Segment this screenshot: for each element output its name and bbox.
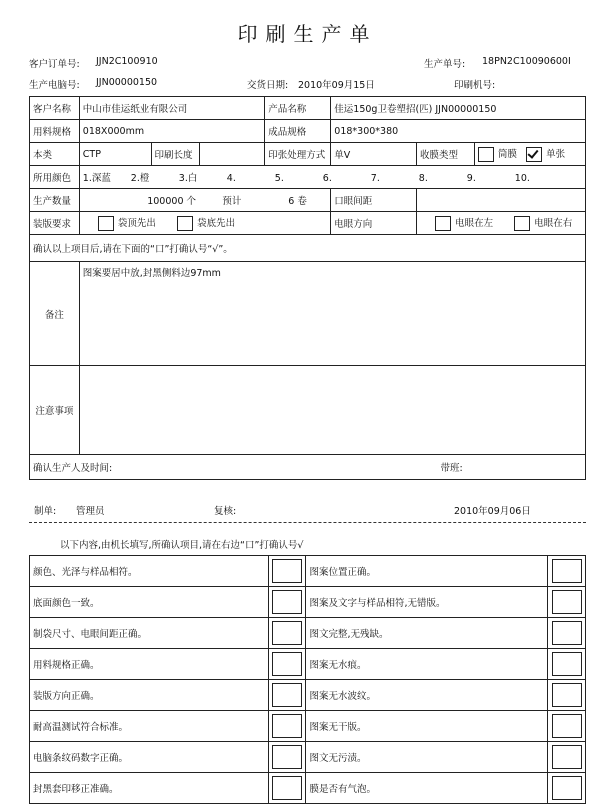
production-form-table [29, 96, 586, 480]
prod-phone-value: JJN00000150 [96, 77, 158, 88]
surface-label: 印张处理方式 [265, 143, 331, 166]
confirm-text: 确认以上项目后,请在下面的“口”打确认号“√”。 [30, 235, 586, 262]
checklist-item: 图案无水痕。 [306, 649, 548, 680]
confirm-checkbox[interactable] [272, 559, 302, 583]
print-length-value [199, 143, 265, 166]
eye-opt2-checkbox[interactable] [514, 216, 530, 231]
remarks-value: 图案要居中放,封黑侧料边97mm [79, 262, 585, 366]
color-item: 8. [418, 173, 428, 184]
estimate-value: 6 卷 [265, 189, 331, 212]
print-length-label: 印刷长度 [151, 143, 199, 166]
checklist-item: 膜是否有气泡。 [306, 773, 548, 804]
confirm-checkbox[interactable] [272, 776, 302, 800]
checklist-item: 装版方向正确。 [30, 680, 269, 711]
notes-label: 注意事项 [30, 366, 80, 455]
confirm-checkbox[interactable] [552, 621, 582, 645]
qty-label: 生产数量 [30, 189, 80, 212]
cut-line-divider [29, 522, 586, 523]
pack-opt2-label: 袋底先出 [197, 218, 236, 229]
checklist-item: 电脑条纹码数字正确。 [30, 742, 269, 773]
checklist-item: 图案及文字与样品相符,无错版。 [306, 587, 548, 618]
production-no-label: 生产单号: [424, 59, 466, 70]
producer-label: 确认生产人及时间: [30, 455, 417, 480]
estimate-label: 预计 [199, 189, 265, 212]
checklist-item: 封黑套印移正准确。 [30, 773, 269, 804]
eye-opt2-label: 电眼在右 [534, 218, 573, 229]
eye-opt1-label: 电眼在左 [455, 218, 494, 229]
confirm-checkbox[interactable] [552, 683, 582, 707]
checklist-item: 图文无污渍。 [306, 742, 548, 773]
confirm-checkbox[interactable] [272, 683, 302, 707]
pack-opt2-checkbox[interactable] [177, 216, 193, 231]
color-item: 3.白 [178, 173, 198, 184]
production-no-value: 18PN2C10090600I [482, 56, 571, 67]
product-name-value: 佳运150g卫卷塑招(匹) JJN00000150 [331, 97, 586, 120]
film-opt1-label: 筒膜 [497, 149, 517, 160]
gap-label: 口眼间距 [331, 189, 417, 212]
checklist-item: 耐高温测试符合标准。 [30, 711, 269, 742]
checklist-row [30, 742, 586, 773]
checklist-item: 颜色、光泽与样品相符。 [30, 556, 269, 587]
type-label: 本类 [30, 143, 80, 166]
checklist-row [30, 649, 586, 680]
prod-phone-label: 生产电脑号: [29, 80, 80, 91]
film-type-label: 收膜类型 [417, 143, 475, 166]
eye-dir-label: 电眼方向 [331, 212, 417, 235]
checklist-row [30, 618, 586, 649]
confirm-checkbox[interactable] [552, 590, 582, 614]
color-item: 5. [274, 173, 284, 184]
confirm-checkbox[interactable] [552, 559, 582, 583]
eye-options [417, 212, 586, 235]
confirm-checkbox[interactable] [552, 714, 582, 738]
customer-order-label: 客户订单号: [29, 59, 80, 70]
checklist-row [30, 680, 586, 711]
confirm-checkbox[interactable] [552, 652, 582, 676]
finished-label: 成品规格 [265, 120, 331, 143]
delivery-value: 2010年09月15日 [298, 80, 375, 91]
review-label: 复核: [214, 506, 237, 517]
customer-name-value: 中山市佳运纸业有限公司 [79, 97, 265, 120]
checklist-row [30, 773, 586, 804]
confirm-checkbox[interactable] [552, 745, 582, 769]
material-value: 018X000mm [79, 120, 265, 143]
checklist-item: 用料规格正确。 [30, 649, 269, 680]
pack-opt1-checkbox[interactable] [98, 216, 114, 231]
checklist-table [29, 555, 586, 804]
color-item: 7. [370, 173, 380, 184]
checklist-item: 图案位置正确。 [306, 556, 548, 587]
remarks-label: 备注 [30, 262, 80, 366]
confirm-checkbox[interactable] [552, 776, 582, 800]
confirm-checkbox[interactable] [272, 621, 302, 645]
finished-value: 018*300*380 [331, 120, 586, 143]
class-label: 带班: [417, 455, 586, 480]
eye-opt1-checkbox[interactable] [435, 216, 451, 231]
checklist-item: 制袋尺寸、电眼间距正确。 [30, 618, 269, 649]
film-opt2-label: 单张 [546, 149, 566, 160]
color-item: 2.橙 [130, 173, 150, 184]
checklist-item: 图文完整,无残缺。 [306, 618, 548, 649]
checklist-item: 底面颜色一致。 [30, 587, 269, 618]
page-title: 印刷生产单 [237, 22, 378, 46]
checklist-item: 图案无水波纹。 [306, 680, 548, 711]
notes-value [79, 366, 585, 455]
checklist-item: 图案无干版。 [306, 711, 548, 742]
made-value: 管理员 [76, 506, 105, 517]
confirm-checkbox[interactable] [272, 745, 302, 769]
colors-label: 所用颜色 [30, 166, 80, 189]
checklist-row [30, 587, 586, 618]
machine-label: 印刷机号: [454, 80, 496, 91]
color-item: 9. [466, 173, 476, 184]
colors-list [79, 166, 585, 189]
color-item: 6. [322, 173, 332, 184]
confirm-checkbox[interactable] [272, 714, 302, 738]
film-opt2-checkbox[interactable] [526, 147, 542, 162]
type-value: CTP [79, 143, 151, 166]
confirm-checkbox[interactable] [272, 590, 302, 614]
checklist-intro: 以下内容,由机长填写,所确认项目,请在右边“口”打确认号√ [60, 540, 304, 551]
color-item: 1.深蓝 [82, 173, 111, 184]
made-label: 制单: [34, 506, 57, 517]
color-item: 4. [226, 173, 236, 184]
pack-opt1-label: 袋顶先出 [117, 218, 156, 229]
delivery-label: 交货日期: [247, 80, 289, 91]
pack-label: 装版要求 [30, 212, 80, 235]
pack-options [79, 212, 330, 235]
gap-value [417, 189, 586, 212]
surface-value: 单V [331, 143, 417, 166]
checklist-row [30, 711, 586, 742]
qty-value: 100000 个 [79, 189, 199, 212]
checklist-row [30, 556, 586, 587]
film-type-options [474, 143, 585, 166]
date-value: 2010年09月06日 [454, 506, 531, 517]
customer-order-value: JJN2C100910 [96, 56, 158, 67]
color-item: 10. [514, 173, 530, 184]
customer-name-label: 客户名称 [30, 97, 80, 120]
product-name-label: 产品名称 [265, 97, 331, 120]
film-opt1-checkbox[interactable] [478, 147, 494, 162]
material-label: 用料规格 [30, 120, 80, 143]
confirm-checkbox[interactable] [272, 652, 302, 676]
